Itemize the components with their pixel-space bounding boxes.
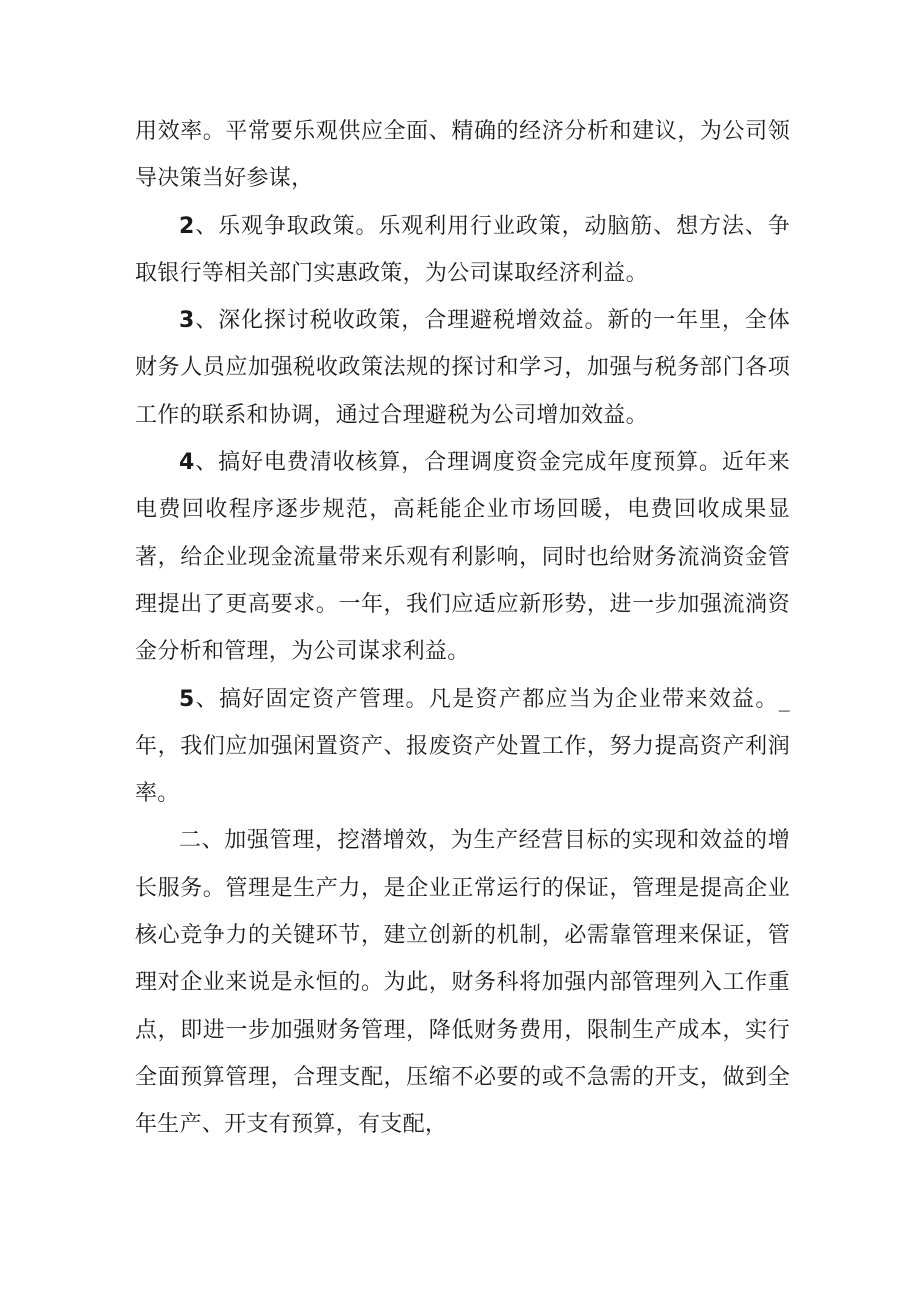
paragraph-item-4 <box>135 439 790 675</box>
paragraph-text: 、乐观争取政策。乐观利用行业政策，动脑筋、想方法、争取银行等相关部门实惠政策，为公司谋取经济利益。 <box>135 213 790 286</box>
item-number: 2 <box>179 213 195 239</box>
paragraph-continuation <box>135 108 790 203</box>
paragraph-item-2 <box>135 203 790 298</box>
document-body <box>135 108 790 1149</box>
paragraph-text: 二、加强管理，挖潜增效，为生产经营目标的实现和效益的增长服务。管理是生产力，是企业正常运行的保证，管理是提高企业核心竞争力的关键环节，建立创新的机制，必需靠管理来保证，管理对企业来说是永恒的。为此，财务科将加强内部管理列入工作重点，即进一步加强财务管理，降低财务费用，限制生产成本，实行全面预算管理，合理支配，压缩不必要的或不急需的开支，做到全年生产、开支有预算，有支配， <box>135 828 790 1138</box>
paragraph-section-2 <box>135 817 790 1148</box>
item-number: 5 <box>179 686 195 712</box>
paragraph-item-3 <box>135 297 790 439</box>
paragraph-item-5 <box>135 676 790 818</box>
paragraph-text: 用效率。平常要乐观供应全面、精确的经济分析和建议，为公司领导决策当好参谋， <box>135 119 790 192</box>
item-number: 4 <box>179 450 195 476</box>
paragraph-text: 、深化探讨税收政策，合理避税增效益。新的一年里，全体财务人员应加强税收政策法规的探讨和学习，加强与税务部门各项工作的联系和协调，通过合理避税为公司增加效益。 <box>135 308 790 428</box>
paragraph-text: 、搞好固定资产管理。凡是资产都应当为企业带来效益。_年，我们应加强闲置资产、报废资产处置工作，努力提高资产利润率。 <box>135 686 790 807</box>
paragraph-text: 、搞好电费清收核算，合理调度资金完成年度预算。近年来电费回收程序逐步规范，高耗能企业市场回暖，电费回收成果显著，给企业现金流量带来乐观有利影响，同时也给财务流淌资金管理提出了更高要求。一年，我们应适应新形势，进一步加强流淌资金分析和管理，为公司谋求利益。 <box>135 450 790 665</box>
item-number: 3 <box>179 308 195 334</box>
